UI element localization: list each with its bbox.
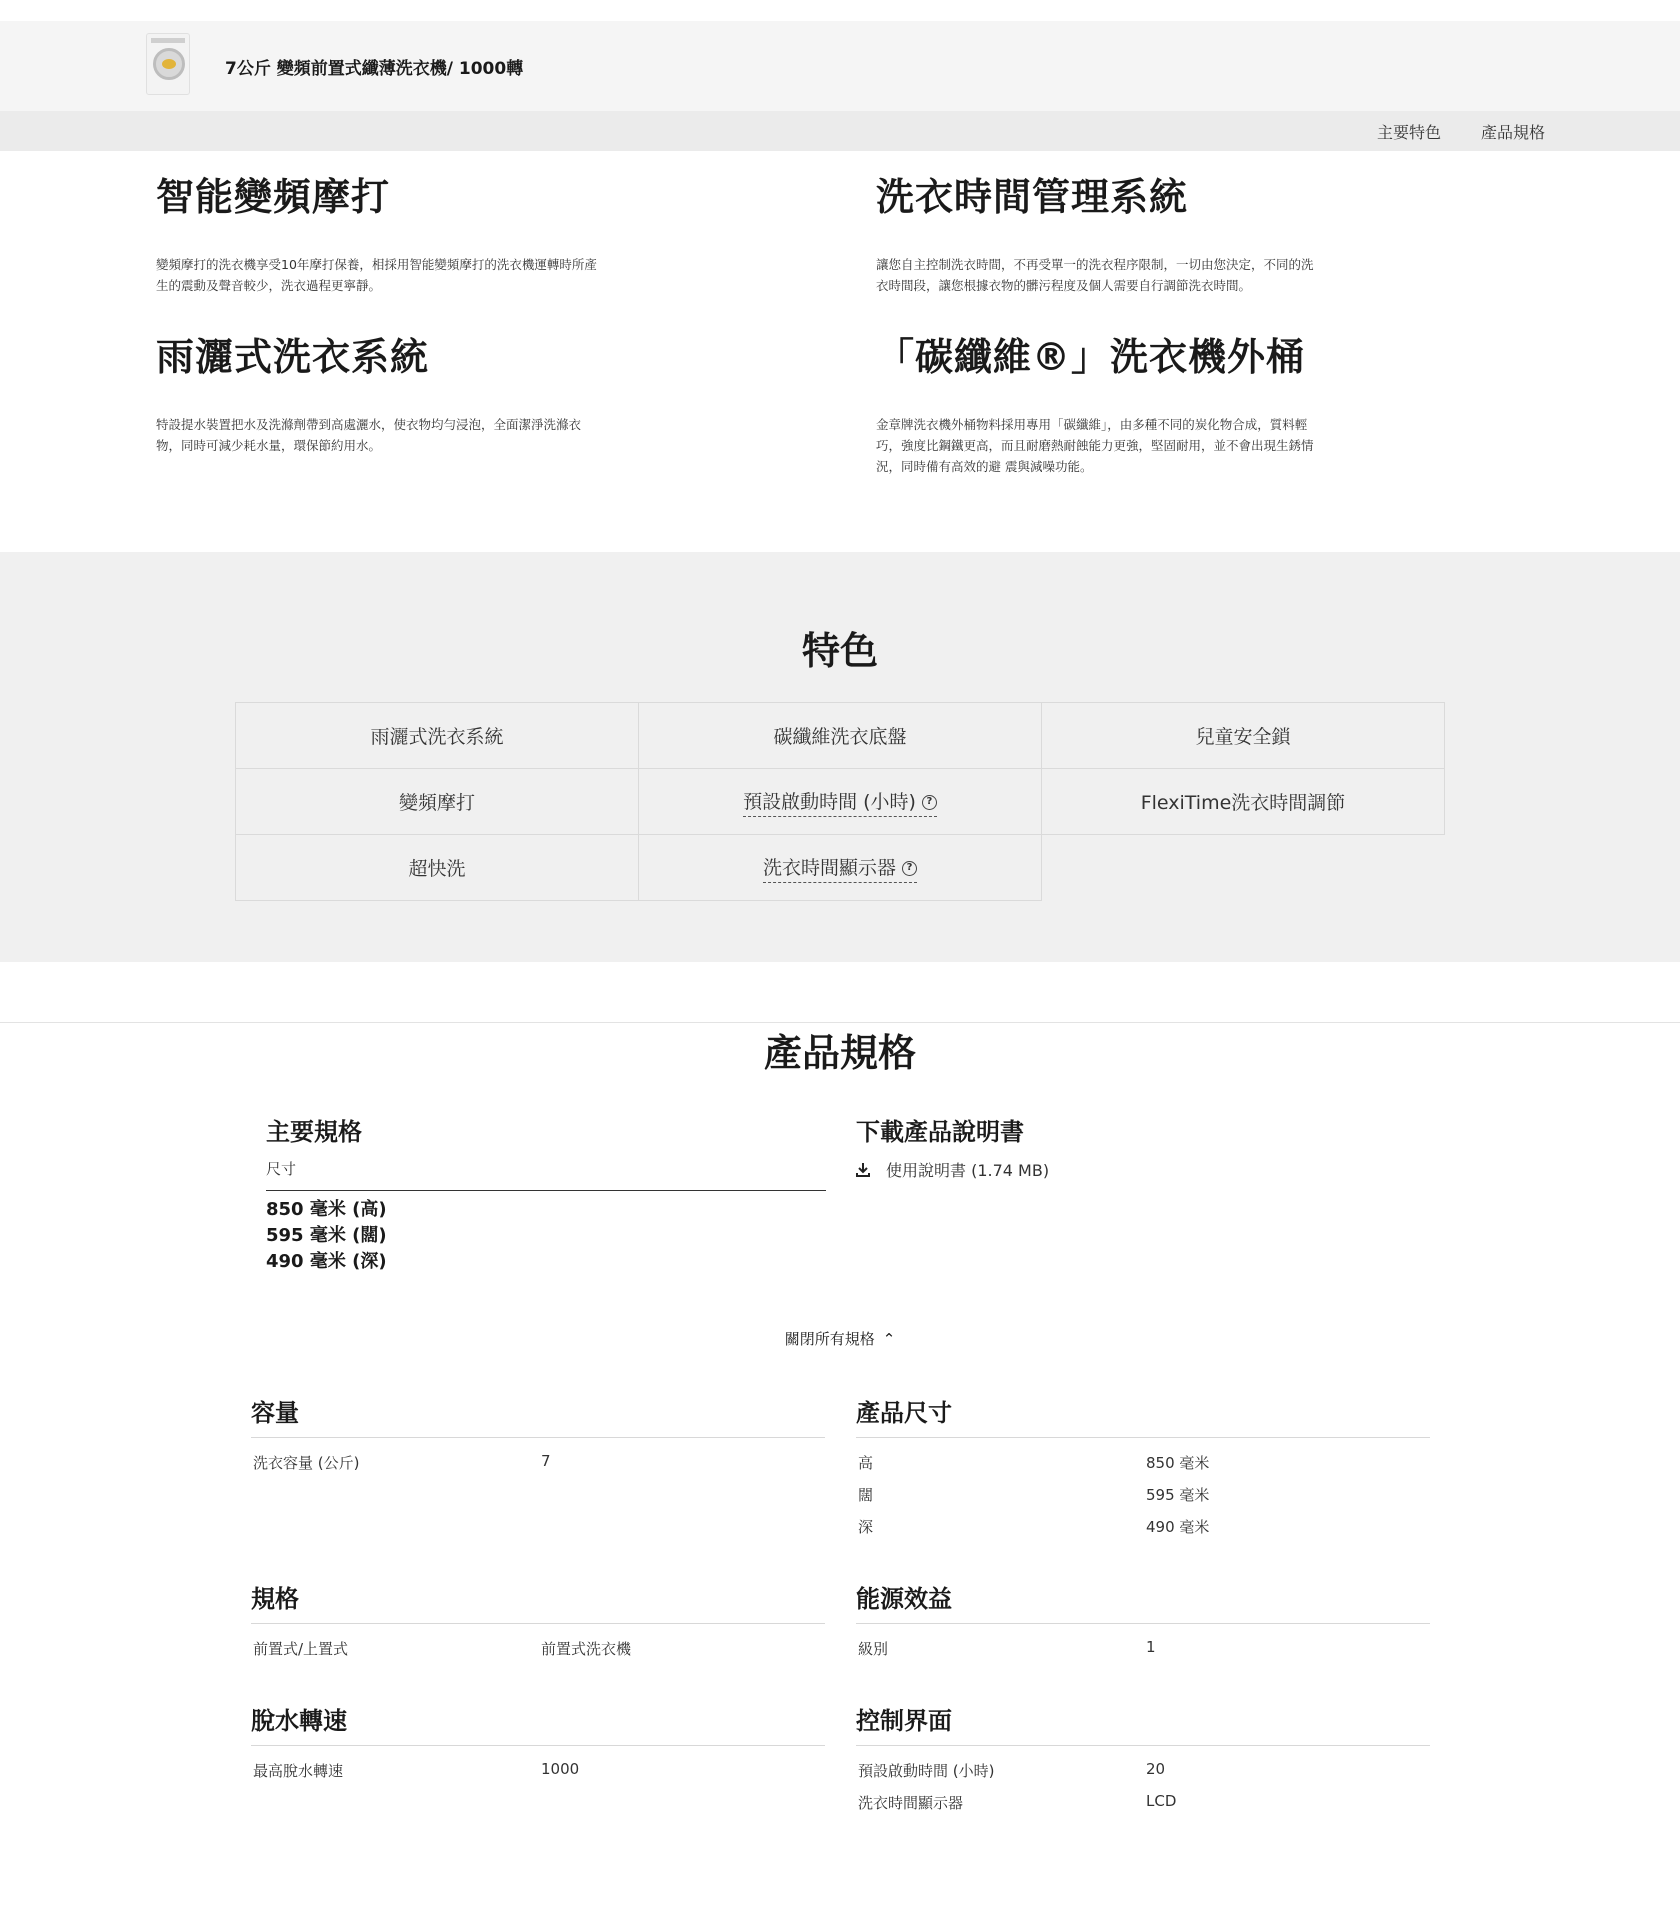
dimension-width: 595 毫米 (闊) [266, 1225, 387, 1246]
dimension-height: 850 毫米 (高) [266, 1199, 387, 1220]
spec-value: 7 [541, 1452, 551, 1470]
highlight-title: 智能變頻摩打 [156, 175, 391, 219]
feature-cell [235, 768, 639, 835]
spec-group-title: 規格 [251, 1585, 299, 1613]
feature-label: 兒童安全鎖 [1195, 726, 1291, 748]
spec-group-rule [856, 1623, 1430, 1624]
spec-group-rule [251, 1745, 825, 1746]
washer-door-icon [153, 48, 185, 80]
chevron-up-icon: ⌃ [882, 1330, 896, 1348]
spec-value: 850 毫米 [1146, 1454, 1210, 1472]
dimension-depth: 490 毫米 (深) [266, 1251, 387, 1272]
spec-group-rule [251, 1623, 825, 1624]
dimension-label: 尺寸 [266, 1160, 297, 1178]
feature-cell[interactable] [638, 768, 1042, 835]
spec-key: 最高脫水轉速 [253, 1762, 344, 1780]
question-circle-icon[interactable]: ? [922, 795, 937, 810]
feature-tooltip-trigger[interactable] [763, 853, 917, 883]
spec-value: 前置式洗衣機 [541, 1640, 632, 1658]
highlight-text-line: 巧，強度比鋼鐵更高，而且耐磨熱耐蝕能力更強，堅固耐用，並不會出現生銹情 [876, 438, 1314, 453]
collapse-all-specs-button[interactable] [0, 1328, 1680, 1349]
spec-key: 深 [858, 1518, 874, 1536]
spec-value: 1000 [541, 1760, 580, 1778]
spec-group-title: 能源效益 [856, 1585, 952, 1613]
feature-tooltip-trigger[interactable] [743, 787, 937, 817]
spec-key: 高 [858, 1454, 874, 1472]
highlight-text-line: 變頻摩打的洗衣機享受10年摩打保養，相採用智能變頻摩打的洗衣機運轉時所產 [156, 257, 597, 272]
feature-label: 超快洗 [408, 858, 466, 880]
highlight-text [156, 414, 676, 456]
spec-group-title: 產品尺寸 [856, 1399, 952, 1427]
highlight-text [156, 254, 676, 296]
spec-group-rule [856, 1437, 1430, 1438]
feature-cell [235, 702, 639, 769]
spec-value: LCD [1146, 1792, 1177, 1810]
main-specs-title: 主要規格 [266, 1118, 362, 1146]
highlight-text-line: 況，同時備有高效的避 震與減噪功能。 [876, 459, 1093, 474]
download-title: 下載產品說明書 [856, 1118, 1024, 1146]
feature-label: 變頻摩打 [398, 792, 475, 814]
spec-group-title: 控制界面 [856, 1707, 952, 1735]
spec-value: 1 [1146, 1638, 1156, 1656]
spec-key: 闊 [858, 1486, 874, 1504]
product-thumbnail[interactable] [146, 33, 190, 95]
spec-key: 級別 [858, 1640, 889, 1658]
spec-key: 洗衣時間顯示器 [858, 1794, 964, 1812]
spec-group-rule [251, 1437, 825, 1438]
spec-group-title: 容量 [251, 1399, 299, 1427]
spec-value: 20 [1146, 1760, 1166, 1778]
collapse-all-label: 關閉所有規格 [784, 1330, 875, 1348]
highlight-title: 洗衣時間管理系統 [876, 175, 1189, 219]
highlight-text [876, 414, 1396, 477]
highlight-title: 「碳纖維®」洗衣機外桶 [876, 335, 1306, 379]
dimension-rule [266, 1190, 826, 1191]
section-nav [0, 111, 1680, 151]
highlight-text-line: 金章牌洗衣機外桶物料採用專用「碳纖維」，由多種不同的炭化物合成，質料輕 [876, 417, 1308, 432]
spec-group-rule [856, 1745, 1430, 1746]
highlight-text-line: 衣時間段，讓您根據衣物的髒污程度及個人需要自行調節洗衣時間。 [876, 278, 1252, 293]
highlight-text-line: 物，同時可減少耗水量，環保節約用水。 [156, 438, 382, 453]
spec-key: 預設啟動時間 (小時) [858, 1762, 995, 1780]
feature-cell [1041, 768, 1445, 835]
highlight-title: 雨灑式洗衣系統 [156, 335, 430, 379]
highlight-text [876, 254, 1396, 296]
feature-cell [1041, 702, 1445, 769]
nav-link-features[interactable]: 主要特色 [1377, 123, 1442, 142]
spec-key: 洗衣容量 (公斤) [253, 1454, 360, 1472]
manual-download-link[interactable] [856, 1158, 1049, 1181]
feature-label: 預設啟動時間 (小時) [743, 790, 916, 813]
spec-value: 490 毫米 [1146, 1518, 1210, 1536]
feature-cell [638, 702, 1042, 769]
features-title: 特色 [801, 629, 878, 673]
spec-value: 595 毫米 [1146, 1486, 1210, 1504]
feature-label: 雨灑式洗衣系統 [370, 726, 504, 748]
feature-label: 碳纖維洗衣底盤 [773, 726, 907, 748]
nav-link-specs[interactable]: 產品規格 [1481, 123, 1546, 142]
control-panel-shape [151, 38, 185, 43]
question-circle-icon[interactable]: ? [902, 861, 917, 876]
spec-key: 前置式/上置式 [253, 1640, 349, 1658]
sticky-product-bar [0, 21, 1680, 111]
feature-cell[interactable] [638, 834, 1042, 901]
download-icon [856, 1162, 870, 1178]
feature-label: 洗衣時間顯示器 [762, 856, 896, 879]
highlight-text-line: 生的震動及聲音較少，洗衣過程更寧靜。 [156, 278, 382, 293]
highlight-text-line: 特設提水裝置把水及洗滌劑帶到高處灑水，使衣物均勻浸泡，全面潔淨洗滌衣 [156, 417, 582, 432]
feature-label: FlexiTime洗衣時間調節 [1140, 792, 1346, 814]
highlight-text-line: 讓您自主控制洗衣時間，不再受單一的洗衣程序限制，一切由您決定，不同的洗 [876, 257, 1314, 272]
spec-group-title: 脫水轉速 [251, 1707, 347, 1735]
top-strip [0, 0, 1680, 21]
manual-download-label: 使用說明書 (1.74 MB) [886, 1161, 1050, 1180]
product-name: 7公斤 變頻前置式纖薄洗衣機/ 1000轉 [225, 59, 524, 79]
feature-cell [235, 834, 639, 901]
specs-title: 產品規格 [763, 1031, 916, 1075]
